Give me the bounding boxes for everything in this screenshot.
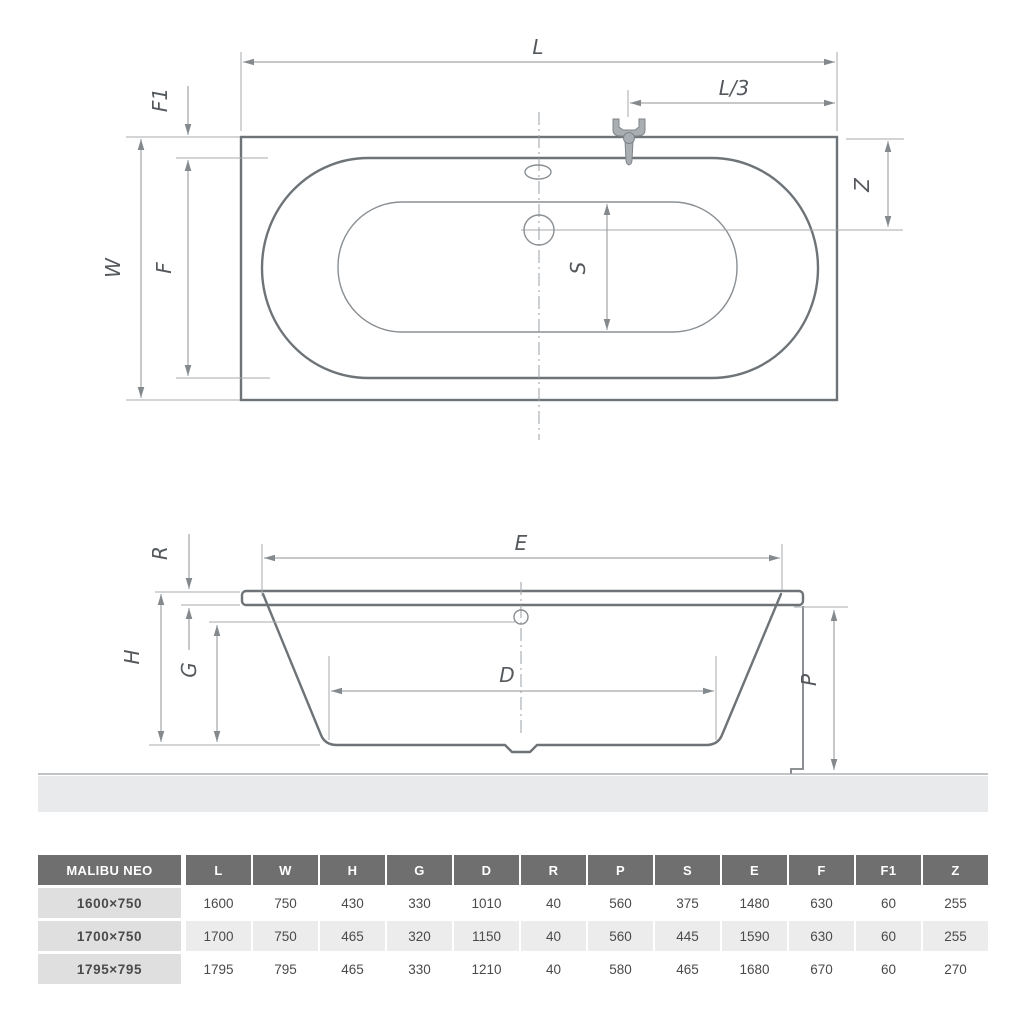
- table-header-L: L: [186, 855, 251, 885]
- table-header-G: G: [387, 855, 452, 885]
- table-row-name: 1600×750: [38, 888, 181, 918]
- table-cell: 1010: [471, 895, 502, 911]
- table-header-D: D: [454, 855, 519, 885]
- table-cell: 330: [408, 895, 431, 911]
- table-header-S: S: [655, 855, 720, 885]
- table-cell: 795: [274, 961, 297, 977]
- label-S: S: [566, 261, 590, 275]
- rim-profile: [242, 591, 803, 605]
- dimension-D: [329, 656, 716, 740]
- table-header-H: H: [320, 855, 385, 885]
- label-D: D: [499, 663, 515, 687]
- table-cell: 270: [944, 961, 967, 977]
- label-Z: Z: [850, 178, 874, 192]
- table-cell: 1150: [454, 921, 519, 951]
- label-L: L: [532, 35, 544, 59]
- top-view: [101, 35, 904, 440]
- table-header-F1: F1: [856, 855, 921, 885]
- table-cell: 255: [944, 895, 967, 911]
- table-cell: 1700: [186, 921, 251, 951]
- label-P: P: [797, 673, 821, 687]
- label-E: E: [514, 531, 528, 555]
- table-cell: 465: [341, 961, 364, 977]
- table-cell: 560: [588, 921, 653, 951]
- table-cell: 60: [880, 961, 897, 977]
- skirt-leg-profile: [791, 606, 803, 774]
- table-cell: 375: [676, 895, 699, 911]
- table-cell: 320: [387, 921, 452, 951]
- table-header-R: R: [521, 855, 586, 885]
- table-cell: 465: [676, 961, 699, 977]
- table-cell: 1210: [471, 961, 502, 977]
- table-cell: 255: [923, 921, 988, 951]
- table-cell: 445: [655, 921, 720, 951]
- table-cell: 40: [545, 895, 562, 911]
- table-row-name: 1700×750: [38, 921, 181, 951]
- table-cell: 1590: [722, 921, 787, 951]
- label-W: W: [101, 258, 125, 278]
- table-cell: 560: [609, 895, 632, 911]
- table-header-W: W: [253, 855, 318, 885]
- label-G: G: [177, 662, 201, 678]
- table-cell: 60: [880, 895, 897, 911]
- table-cell: 580: [609, 961, 632, 977]
- dimension-G: [177, 622, 515, 742]
- table-cell: 60: [856, 921, 921, 951]
- dimension-L3: [628, 76, 835, 117]
- table-cell: 465: [320, 921, 385, 951]
- table-cell: 750: [253, 921, 318, 951]
- table-cell: 750: [274, 895, 297, 911]
- table-cell: 630: [810, 895, 833, 911]
- table-header-F: F: [789, 855, 854, 885]
- label-F: F: [152, 262, 176, 274]
- dimension-E: [262, 531, 782, 596]
- side-view: [120, 531, 848, 774]
- table-header-P: P: [588, 855, 653, 885]
- table-row-name: 1795×795: [38, 954, 181, 984]
- table-cell: 1480: [739, 895, 770, 911]
- floor: [38, 774, 988, 812]
- basin-profile: [263, 594, 781, 752]
- label-L3: L/3: [718, 76, 750, 100]
- dimension-H: [120, 594, 320, 745]
- table-cell: 630: [789, 921, 854, 951]
- table-cell: 1795: [203, 961, 234, 977]
- table-cell: 40: [521, 921, 586, 951]
- dimension-Z: [846, 139, 904, 227]
- label-R: R: [148, 546, 172, 560]
- table-cell: 670: [810, 961, 833, 977]
- label-F1: F1: [148, 87, 172, 113]
- table-cell: 1600: [203, 895, 234, 911]
- floor-band: [38, 776, 988, 812]
- table-cell: 330: [408, 961, 431, 977]
- label-H: H: [120, 649, 144, 665]
- table-cell: 430: [341, 895, 364, 911]
- table-header-E: E: [722, 855, 787, 885]
- dimension-spec-table: [38, 855, 988, 984]
- table-cell: 40: [545, 961, 562, 977]
- table-header-Z: Z: [923, 855, 988, 885]
- table-header-product: MALIBU NEO: [38, 855, 181, 885]
- dimension-R: [148, 534, 240, 650]
- table-cell: 1680: [739, 961, 770, 977]
